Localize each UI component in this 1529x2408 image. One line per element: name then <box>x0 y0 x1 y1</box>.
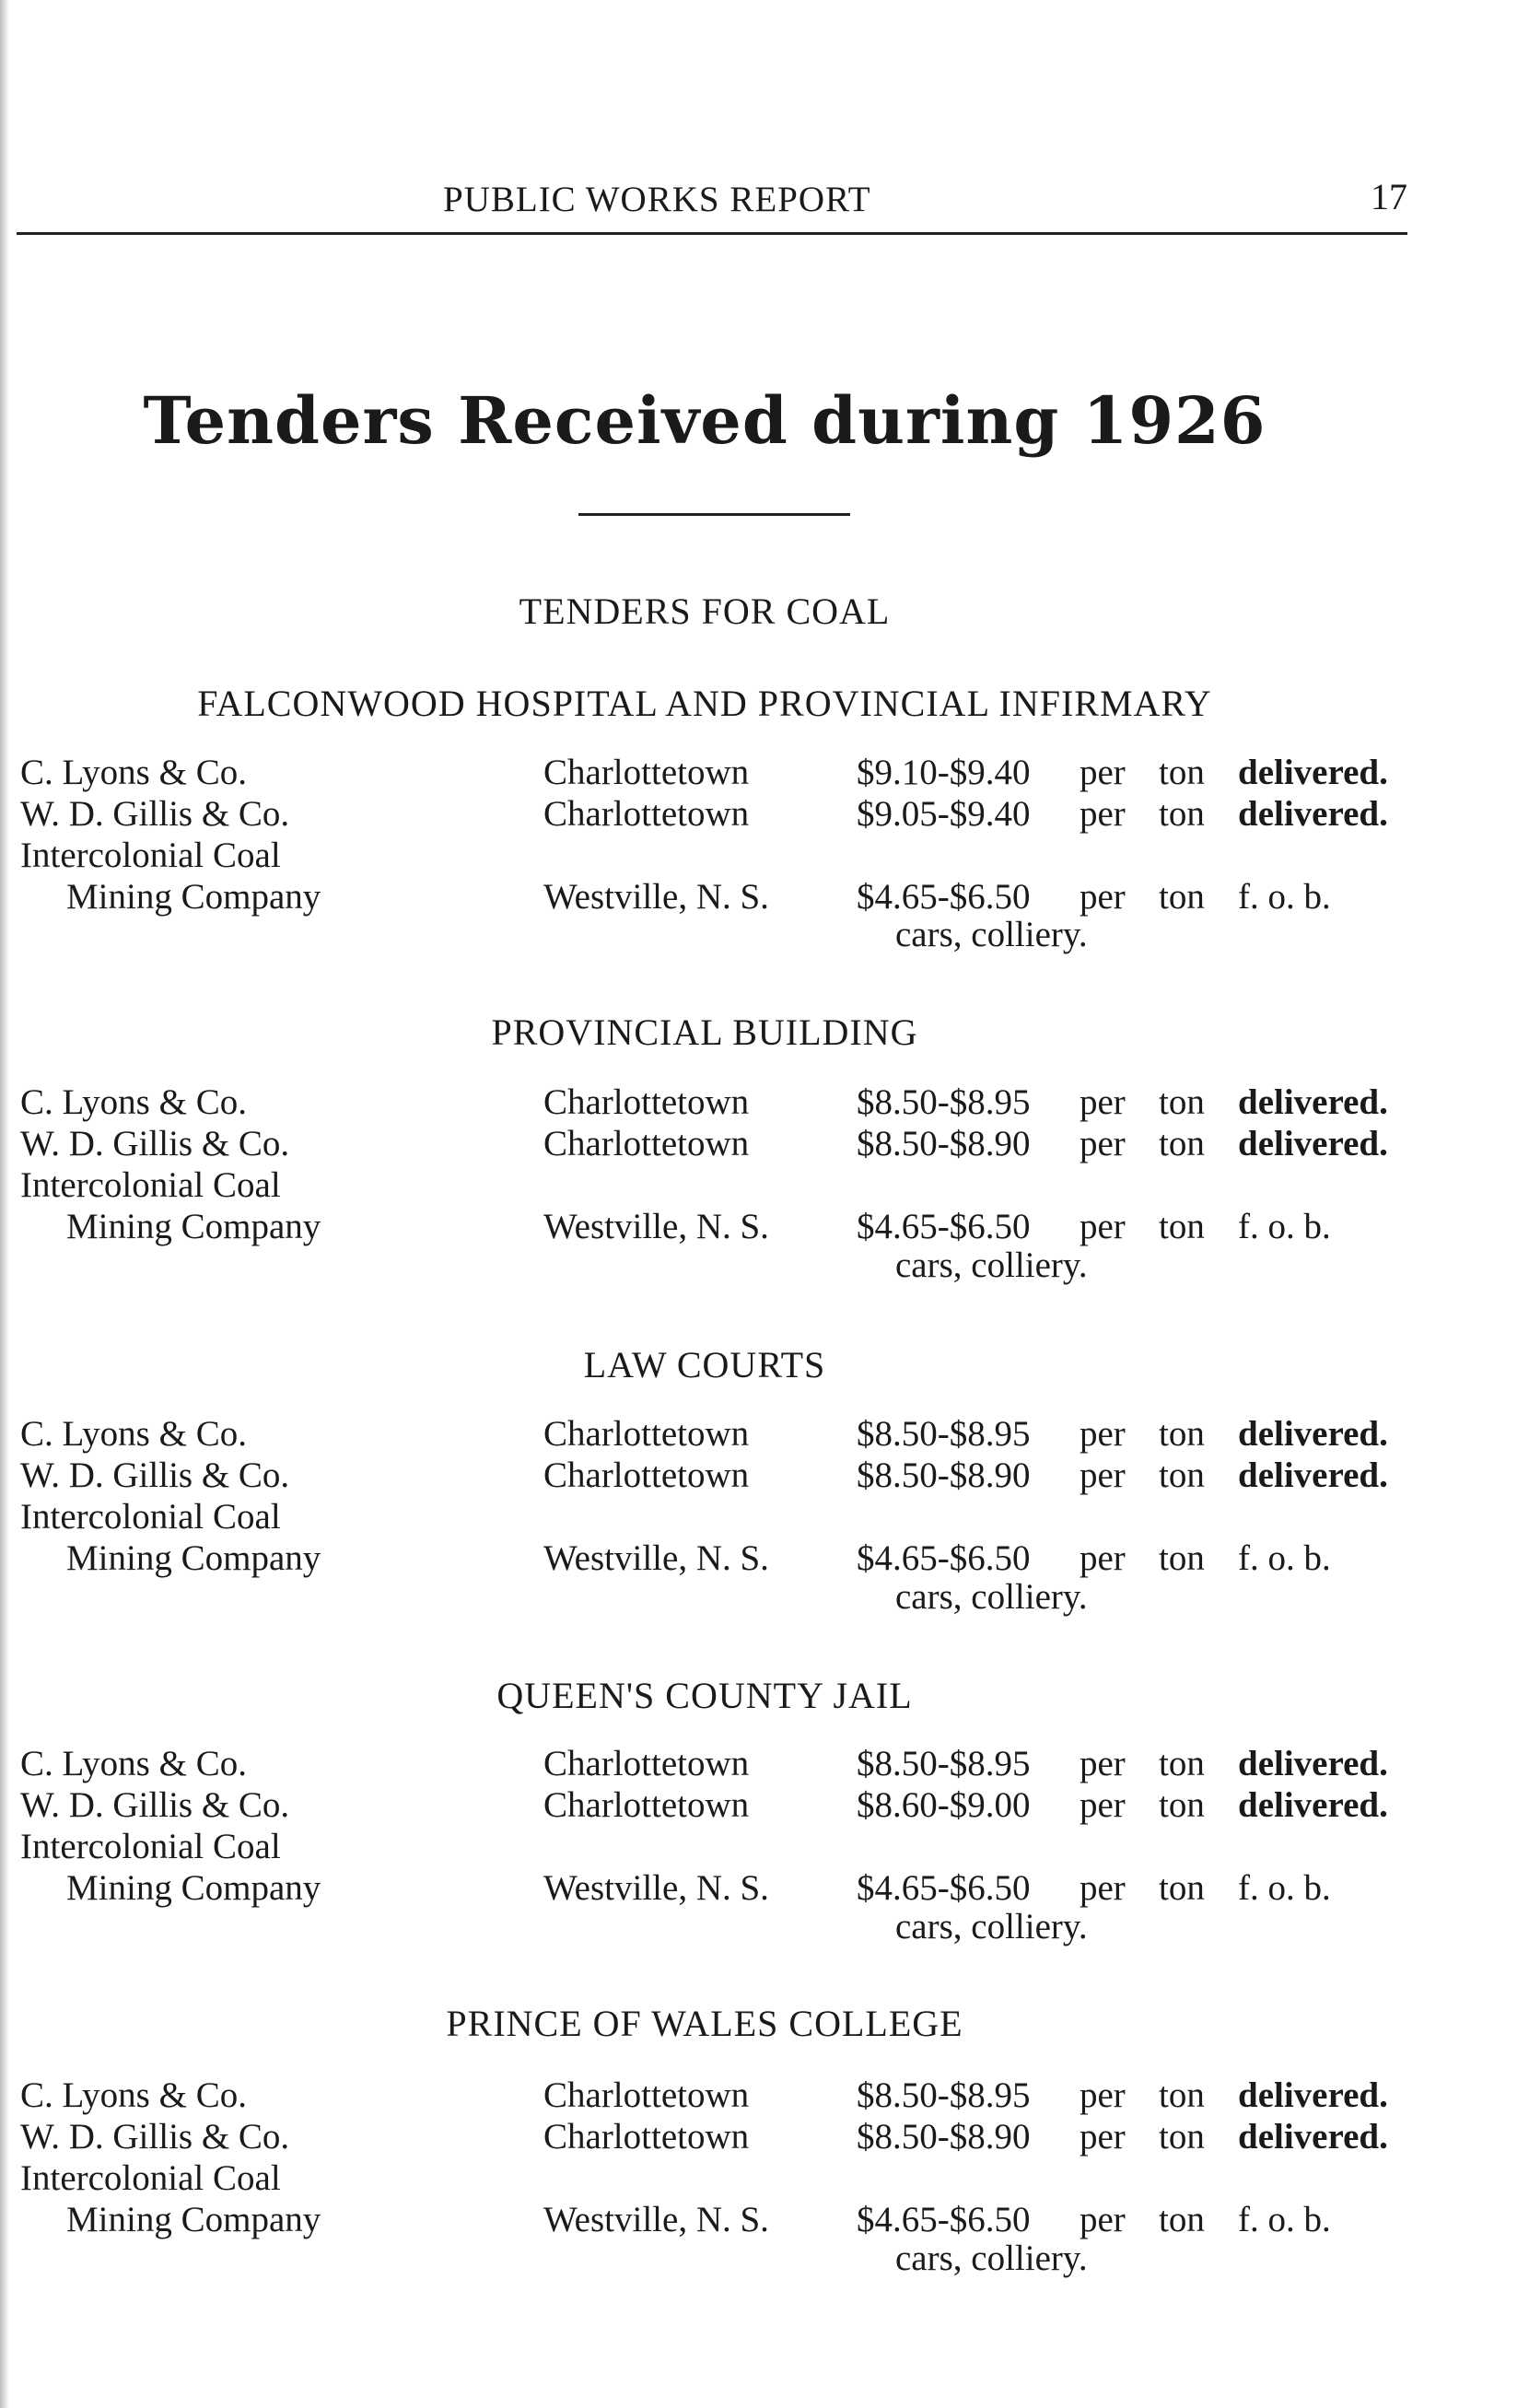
tender-per: per <box>1080 1868 1126 1908</box>
tender-terms: delivered. <box>1238 1082 1388 1122</box>
tenderer-name: C. Lyons & Co. <box>20 1082 247 1122</box>
tender-terms: delivered. <box>1238 794 1388 834</box>
tender-unit: ton <box>1159 753 1205 792</box>
subtitle: TENDERS FOR COAL <box>519 590 891 632</box>
tender-unit: ton <box>1159 1455 1205 1495</box>
tender-terms: delivered. <box>1238 1744 1388 1783</box>
tender-row <box>20 1455 1420 1496</box>
tender-price: $4.65-$6.50 <box>857 2200 1031 2239</box>
tenderer-name: C. Lyons & Co. <box>20 753 247 792</box>
tender-place: Westville, N. S. <box>543 1207 769 1246</box>
tender-price: $8.50-$8.95 <box>857 1414 1031 1454</box>
tender-row <box>20 1744 1420 1784</box>
tender-row <box>20 1907 1420 1947</box>
tender-place: Westville, N. S. <box>543 1868 769 1908</box>
tender-terms: delivered. <box>1238 1785 1388 1825</box>
tender-row <box>20 2239 1420 2279</box>
section-heading: QUEEN'S COUNTY JAIL <box>496 1675 913 1716</box>
tender-per: per <box>1080 794 1126 834</box>
tenderer-name: Mining Company <box>66 1538 321 1578</box>
tender-unit: ton <box>1159 1744 1205 1783</box>
tender-per: per <box>1080 1538 1126 1578</box>
tender-price: $8.50-$8.90 <box>857 1455 1031 1495</box>
tender-row <box>20 1245 1420 1286</box>
tender-price: $4.65-$6.50 <box>857 1538 1031 1578</box>
section-heading: FALCONWOOD HOSPITAL AND PROVINCIAL INFIRMARY <box>197 683 1212 724</box>
tender-row <box>20 1577 1420 1618</box>
tenderer-name: C. Lyons & Co. <box>20 1414 247 1454</box>
tender-row <box>20 1827 1420 1867</box>
section-heading: LAW COURTS <box>583 1344 826 1385</box>
tender-unit: ton <box>1159 2075 1205 2115</box>
tender-row <box>20 2158 1420 2199</box>
tender-row <box>20 753 1420 793</box>
tenderer-name: Intercolonial Coal <box>20 1165 281 1205</box>
tender-unit: ton <box>1159 1538 1205 1578</box>
tender-terms: delivered. <box>1238 2075 1388 2115</box>
tender-row <box>20 1124 1420 1164</box>
tender-per: per <box>1080 1785 1126 1825</box>
tender-row <box>20 1207 1420 1247</box>
tender-per: per <box>1080 1207 1126 1246</box>
tenderer-name: C. Lyons & Co. <box>20 2075 247 2115</box>
tender-row <box>20 1497 1420 1537</box>
tender-note: cars, colliery. <box>895 1245 1088 1285</box>
tender-place: Charlottetown <box>543 1082 750 1122</box>
tender-unit: ton <box>1159 1082 1205 1122</box>
tender-place: Charlottetown <box>543 1414 750 1454</box>
tender-per: per <box>1080 877 1126 917</box>
tender-price: $8.50-$8.90 <box>857 1124 1031 1163</box>
tender-per: per <box>1080 1455 1126 1495</box>
tender-row <box>20 2200 1420 2240</box>
tender-place: Charlottetown <box>543 1744 750 1783</box>
tender-terms: f. o. b. <box>1238 1868 1331 1908</box>
tenderer-name: Intercolonial Coal <box>20 836 281 875</box>
tender-place: Westville, N. S. <box>543 1538 769 1578</box>
tender-row <box>20 836 1420 876</box>
tender-unit: ton <box>1159 1124 1205 1163</box>
tender-row <box>20 1868 1420 1909</box>
tender-terms: delivered. <box>1238 1414 1388 1454</box>
tenderer-name: W. D. Gillis & Co. <box>20 1785 290 1825</box>
tender-per: per <box>1080 753 1126 792</box>
tender-price: $4.65-$6.50 <box>857 877 1031 917</box>
tender-per: per <box>1080 1082 1126 1122</box>
running-header <box>17 173 1407 235</box>
tender-unit: ton <box>1159 2200 1205 2239</box>
tenderer-name: Mining Company <box>66 877 321 917</box>
tender-note: cars, colliery. <box>895 1577 1088 1617</box>
tenderer-name: W. D. Gillis & Co. <box>20 1124 290 1163</box>
tenderer-name: Intercolonial Coal <box>20 2158 281 2198</box>
page-edge-shadow <box>0 0 9 2408</box>
tender-terms: f. o. b. <box>1238 877 1331 917</box>
tender-price: $8.50-$8.90 <box>857 2117 1031 2157</box>
tender-unit: ton <box>1159 794 1205 834</box>
tenderer-name: Intercolonial Coal <box>20 1827 281 1866</box>
tender-note: cars, colliery. <box>895 1907 1088 1946</box>
tender-terms: f. o. b. <box>1238 1538 1331 1578</box>
tender-price: $9.05-$9.40 <box>857 794 1031 834</box>
tender-per: per <box>1080 2200 1126 2239</box>
tender-price: $8.50-$8.95 <box>857 2075 1031 2115</box>
tender-unit: ton <box>1159 1868 1205 1908</box>
tender-terms: f. o. b. <box>1238 2200 1331 2239</box>
tenderer-name: Mining Company <box>66 1868 321 1908</box>
tender-row <box>20 794 1420 835</box>
tender-price: $4.65-$6.50 <box>857 1207 1031 1246</box>
tender-terms: delivered. <box>1238 753 1388 792</box>
tender-place: Charlottetown <box>543 1455 750 1495</box>
tender-terms: delivered. <box>1238 2117 1388 2157</box>
tender-terms: delivered. <box>1238 1124 1388 1163</box>
tender-unit: ton <box>1159 2117 1205 2157</box>
running-title: PUBLIC WORKS REPORT <box>443 180 871 219</box>
tender-per: per <box>1080 1414 1126 1454</box>
title-divider <box>578 513 850 516</box>
tender-per: per <box>1080 1744 1126 1783</box>
tender-price: $8.50-$8.95 <box>857 1744 1031 1783</box>
page-title: Tenders Received during 1926 <box>143 382 1266 459</box>
tender-place: Charlottetown <box>543 2117 750 2157</box>
tender-unit: ton <box>1159 1207 1205 1246</box>
tender-unit: ton <box>1159 1785 1205 1825</box>
section-heading: PROVINCIAL BUILDING <box>491 1011 918 1053</box>
tenderer-name: W. D. Gillis & Co. <box>20 2117 290 2157</box>
tender-price: $4.65-$6.50 <box>857 1868 1031 1908</box>
tender-price: $9.10-$9.40 <box>857 753 1031 792</box>
tender-place: Charlottetown <box>543 794 750 834</box>
tender-per: per <box>1080 2075 1126 2115</box>
tenderer-name: Mining Company <box>66 1207 321 1246</box>
tender-price: $8.50-$8.95 <box>857 1082 1031 1122</box>
tenderer-name: W. D. Gillis & Co. <box>20 794 290 834</box>
tender-place: Westville, N. S. <box>543 877 769 917</box>
tender-unit: ton <box>1159 877 1205 917</box>
tender-place: Westville, N. S. <box>543 2200 769 2239</box>
tender-row <box>20 2075 1420 2116</box>
tender-row <box>20 1538 1420 1579</box>
tender-unit: ton <box>1159 1414 1205 1454</box>
tender-row <box>20 1165 1420 1206</box>
tender-place: Charlottetown <box>543 1785 750 1825</box>
tender-place: Charlottetown <box>543 1124 750 1163</box>
tender-per: per <box>1080 2117 1126 2157</box>
tenderer-name: C. Lyons & Co. <box>20 1744 247 1783</box>
tender-price: $8.60-$9.00 <box>857 1785 1031 1825</box>
tenderer-name: Mining Company <box>66 2200 321 2239</box>
tender-place: Charlottetown <box>543 2075 750 2115</box>
tender-place: Charlottetown <box>543 753 750 792</box>
tender-row <box>20 1082 1420 1123</box>
tender-row <box>20 2117 1420 2157</box>
tender-terms: f. o. b. <box>1238 1207 1331 1246</box>
tenderer-name: Intercolonial Coal <box>20 1497 281 1537</box>
tender-row <box>20 1414 1420 1455</box>
tenderer-name: W. D. Gillis & Co. <box>20 1455 290 1495</box>
tender-row <box>20 1785 1420 1826</box>
tender-terms: delivered. <box>1238 1455 1388 1495</box>
tender-note: cars, colliery. <box>895 915 1088 954</box>
page-number: 17 <box>1371 176 1407 217</box>
tender-per: per <box>1080 1124 1126 1163</box>
section-heading: PRINCE OF WALES COLLEGE <box>446 2003 963 2044</box>
tender-note: cars, colliery. <box>895 2239 1088 2278</box>
tender-row <box>20 877 1420 918</box>
tender-row <box>20 915 1420 955</box>
